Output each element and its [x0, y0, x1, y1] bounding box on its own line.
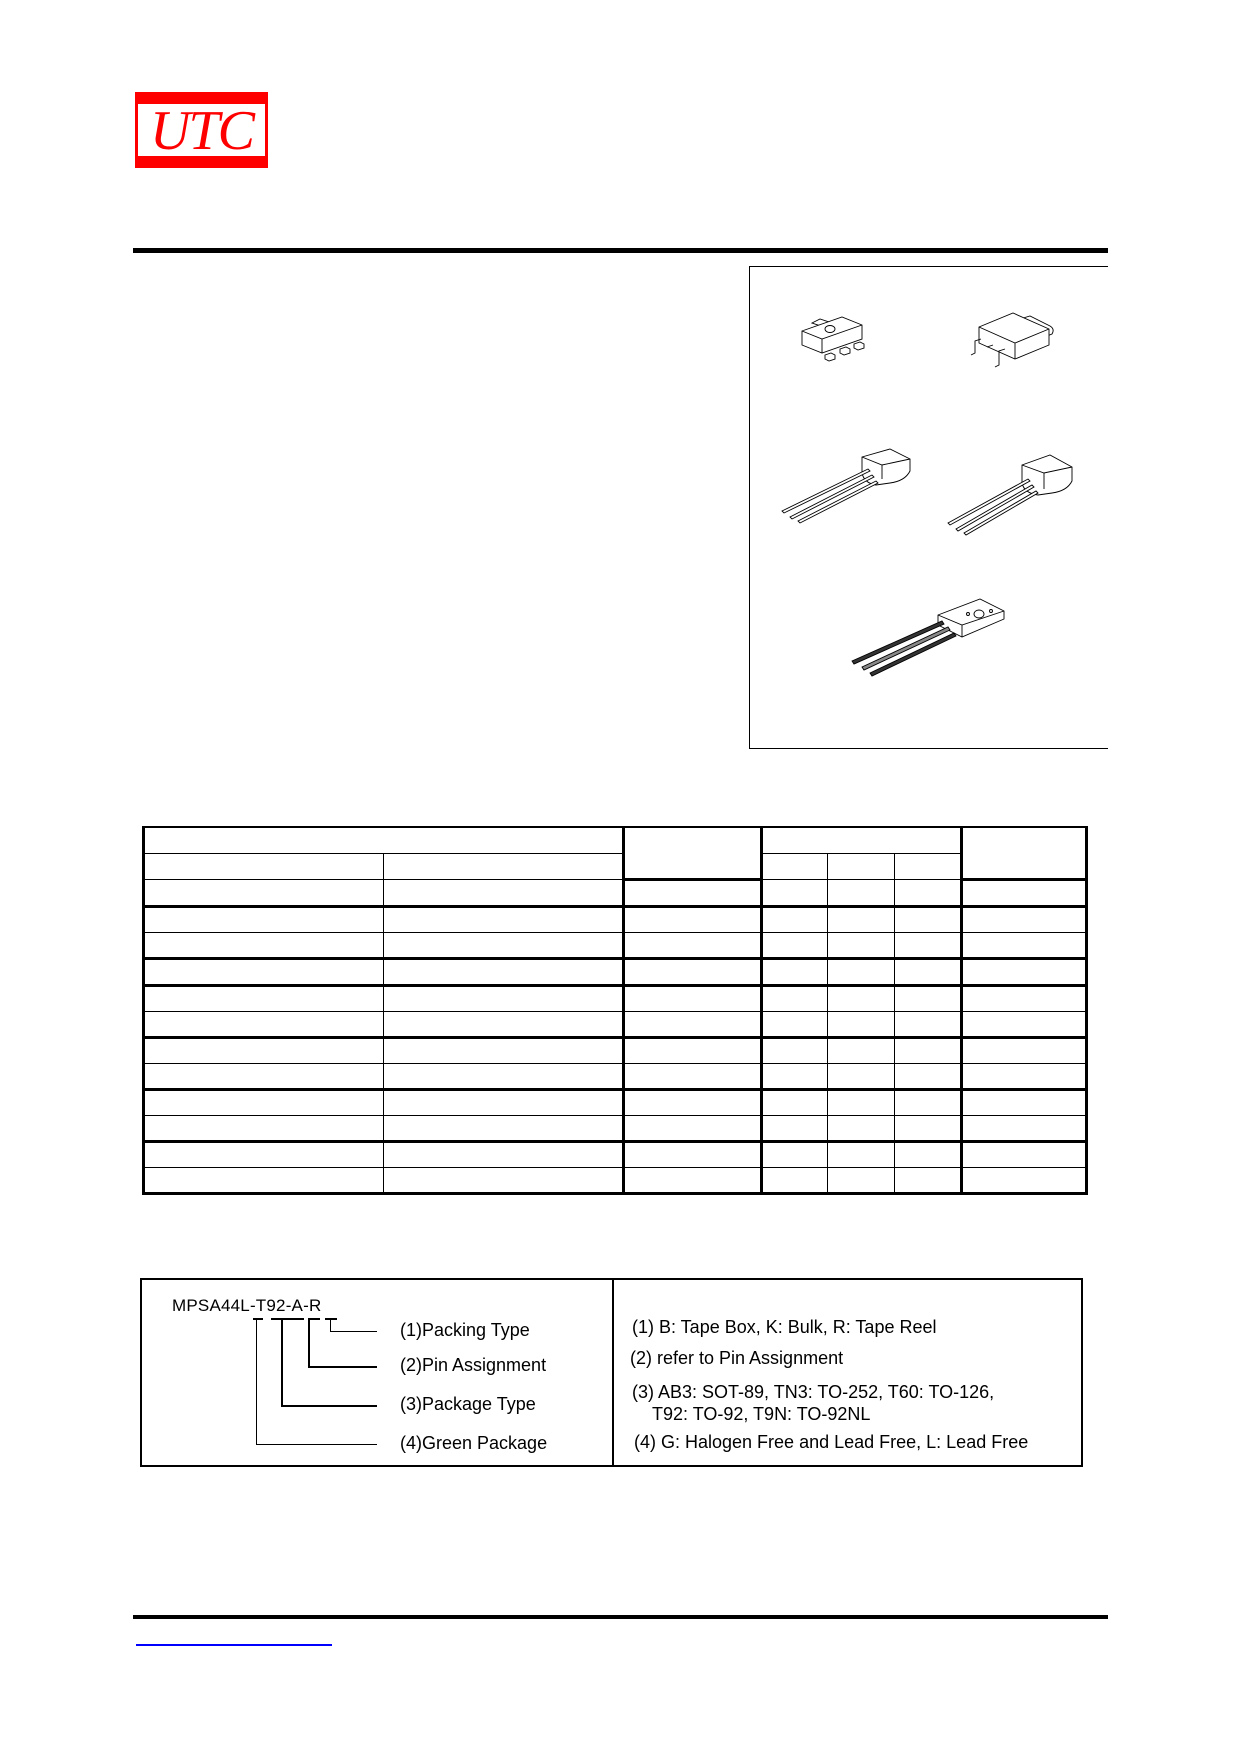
spec-table — [142, 826, 1088, 1195]
sot-89-package-icon — [800, 309, 880, 369]
leader-packing-v — [330, 1318, 331, 1332]
field-label-green-package: (4)Green Package — [400, 1433, 548, 1453]
table-header-row — [144, 827, 1087, 853]
footer-website-link[interactable] — [136, 1624, 332, 1646]
field-desc-package-type: (3) AB3: SOT-89, TN3: TO-252, T60: TO-126, — [632, 1382, 995, 1402]
table-row — [144, 1115, 1087, 1141]
segment-underline-r — [325, 1318, 337, 1320]
table-header-cell — [144, 827, 624, 853]
ordering-info-box — [140, 1278, 1083, 1467]
leader-green-v — [256, 1318, 257, 1445]
field-label-package-type: (3)Package Type — [400, 1394, 536, 1414]
field-desc-package-type-line2: T92: TO-92, T9N: TO-92NL — [652, 1404, 871, 1424]
table-subheader-row — [144, 853, 1087, 879]
to-92nl-package-icon — [946, 451, 1086, 536]
field-desc-pin-assignment: (2) refer to Pin Assignment — [630, 1348, 844, 1368]
part-number: MPSA44L-T92-A-R — [172, 1296, 322, 1315]
table-row — [144, 1167, 1087, 1193]
table-row — [144, 932, 1087, 958]
table-row — [144, 906, 1087, 932]
footer-rule — [133, 1615, 1108, 1619]
leader-packing-h — [330, 1331, 377, 1332]
table-row — [144, 1063, 1087, 1089]
leader-package-h — [281, 1405, 377, 1407]
table-header-cell — [828, 853, 895, 879]
to-92-package-icon — [780, 445, 920, 525]
table-header-cell — [624, 827, 762, 879]
leader-pin-h — [308, 1366, 377, 1368]
utc-logo — [135, 92, 268, 168]
to-252-package-icon — [965, 311, 1065, 376]
segment-underline-a — [308, 1318, 320, 1320]
segment-underline-l — [253, 1318, 263, 1320]
header-rule — [133, 248, 1108, 253]
field-label-pin-assignment: (2)Pin Assignment — [400, 1355, 547, 1375]
table-row — [144, 1089, 1087, 1115]
table-header-cell — [144, 853, 384, 879]
leader-pin-v — [308, 1318, 310, 1367]
ordering-divider — [612, 1280, 614, 1465]
logo-inner — [138, 100, 265, 162]
table-header-cell — [762, 827, 962, 853]
table-row — [144, 1141, 1087, 1167]
table-row — [144, 985, 1087, 1011]
leader-green-h — [256, 1444, 377, 1445]
table-header-cell — [895, 853, 962, 879]
field-desc-packing-type: (1) B: Tape Box, K: Bulk, R: Tape Reel — [632, 1317, 937, 1337]
field-desc-green-package: (4) G: Halogen Free and Lead Free, L: Lead Free — [634, 1432, 1029, 1452]
package-images-box — [749, 266, 1108, 749]
leader-package-v — [281, 1318, 283, 1406]
table-header-cell — [384, 853, 624, 879]
table-row — [144, 1011, 1087, 1037]
table-header-cell — [762, 853, 828, 879]
table-row — [144, 879, 1087, 906]
to-126-package-icon — [850, 597, 1010, 687]
field-label-packing-type: (1)Packing Type — [400, 1320, 530, 1340]
logo-text: UTC — [150, 100, 253, 162]
table-row — [144, 1037, 1087, 1063]
table-row — [144, 958, 1087, 985]
segment-underline-t92 — [271, 1318, 304, 1320]
table-header-cell — [962, 827, 1087, 879]
